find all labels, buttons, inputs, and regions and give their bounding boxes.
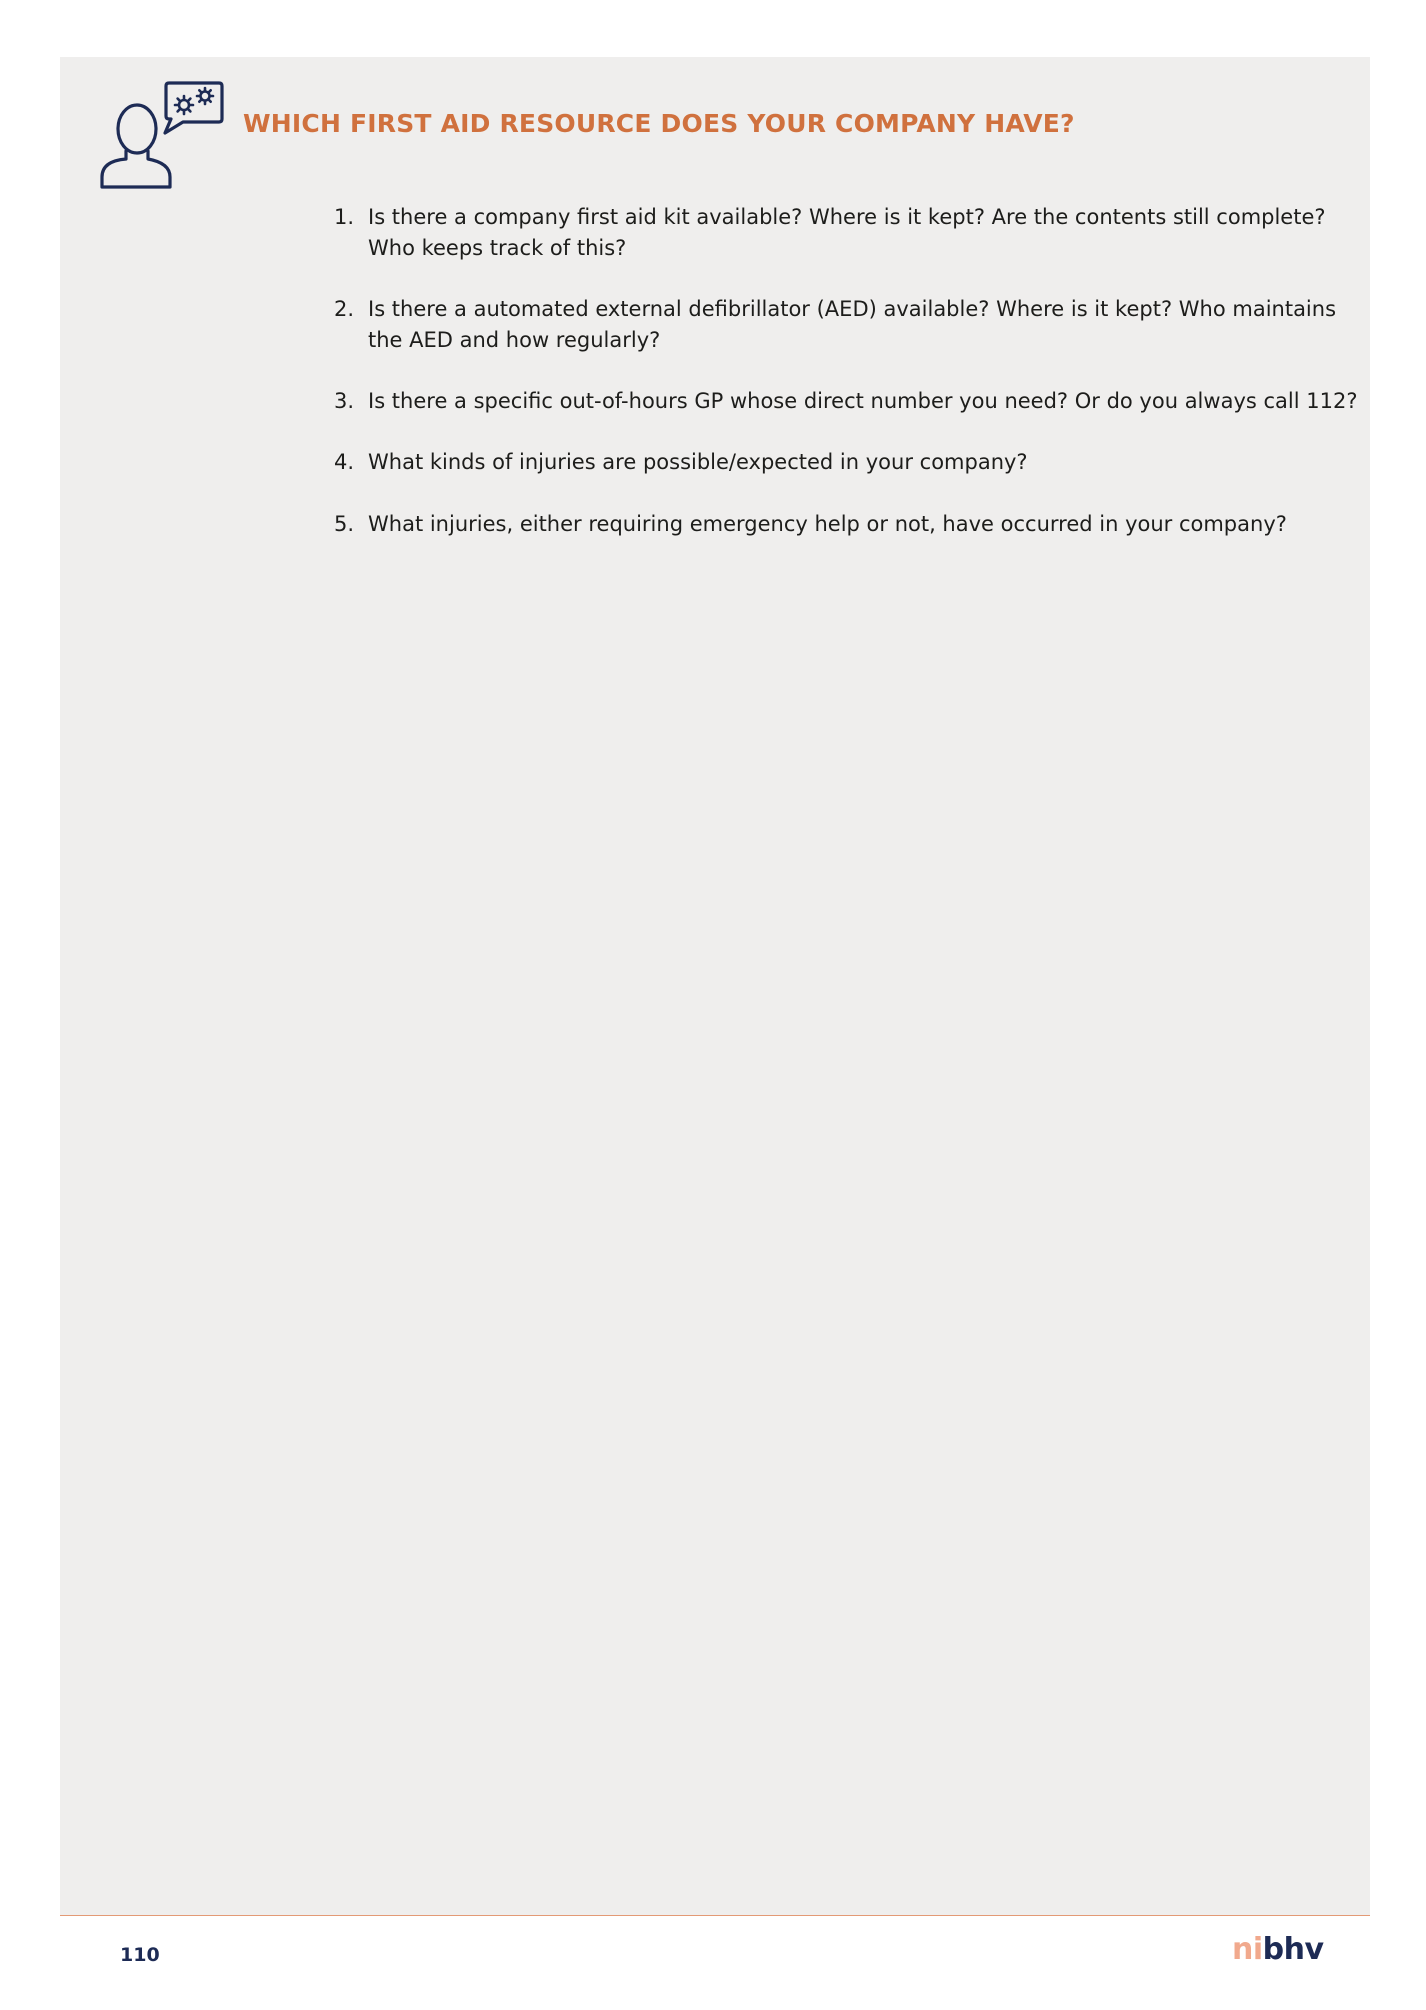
list-item	[330, 294, 1370, 356]
page-title: WHICH FIRST AID RESOURCE DOES YOUR COMPANY HAVE?	[243, 109, 1075, 138]
list-item-number: 1.	[334, 205, 355, 229]
list-item-text: What injuries, either requiring emergency help or not, have occurred in your company?	[368, 512, 1287, 536]
list-item-text: Is there a specific out-of-hours GP whose direct number you need? Or do you always call 112?	[368, 389, 1358, 413]
list-item	[330, 202, 1370, 264]
list-item-number: 5.	[334, 512, 355, 536]
footer-divider	[60, 1915, 1370, 1916]
list-item-number: 2.	[334, 297, 355, 321]
person-with-gears-icon	[98, 79, 224, 191]
list-item-text: Is there a company first aid kit available? Where is it kept? Are the contents still complete? Who keeps track of this?	[368, 205, 1326, 260]
list-item-number: 3.	[334, 389, 355, 413]
nibhv-logo	[1232, 1932, 1324, 1967]
list-item	[330, 386, 1370, 417]
list-item	[330, 509, 1370, 540]
list-item	[330, 447, 1370, 478]
logo-suffix: bhv	[1262, 1932, 1324, 1967]
list-item-text: What kinds of injuries are possible/expected in your company?	[368, 450, 1028, 474]
logo-prefix: ni	[1232, 1932, 1263, 1967]
list-item-text: Is there a automated external defibrillator (AED) available? Where is it kept? Who maintains the AED and how regularly?	[368, 297, 1337, 352]
question-list	[330, 202, 1370, 570]
page-number: 110	[120, 1944, 160, 1966]
content-panel	[60, 57, 1370, 1915]
list-item-number: 4.	[334, 450, 355, 474]
